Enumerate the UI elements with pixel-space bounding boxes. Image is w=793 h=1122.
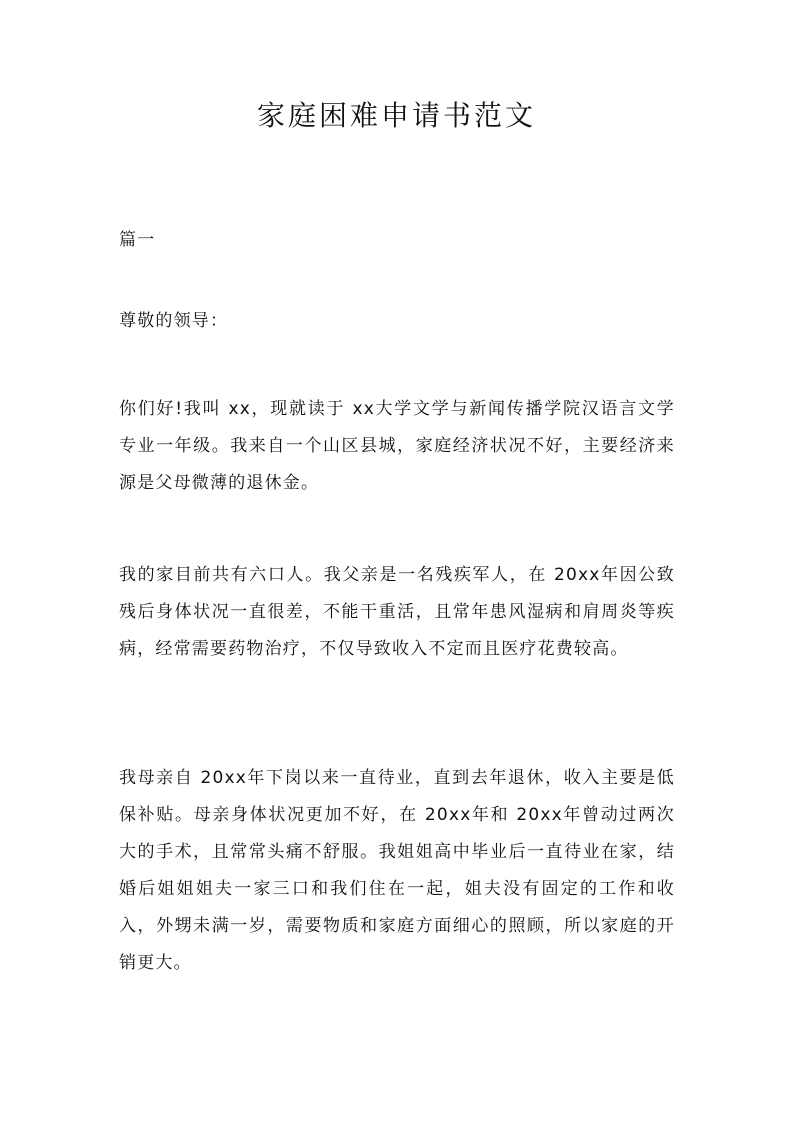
paragraph: 我母亲自 20xx年下岗以来一直待业，直到去年退休，收入主要是低保补贴。母亲身体状况更加不好，在 20xx年和 20xx年曾动过两次大的手术，且常常头痛不舒服。我姐姐高中毕业后一直待业在家，结婚后姐姐姐夫一家三口和我们住在一起，姐夫没有固定的工作和收入，外甥未满一岁，需要物质和家庭方面细心的照顾，所以家庭的开销更大。 (119, 768, 675, 973)
document-title: 家庭困难申请书范文 (256, 99, 536, 132)
paragraph: 你们好!我叫 xx，现就读于 xx大学文学与新闻传播学院汉语言文学专业一年级。我来自一个山区县城，家庭经济状况不好，主要经济来源是父母微薄的退休金。 (119, 399, 675, 493)
salutation: 尊敬的领导： (119, 311, 229, 331)
paragraph: 我的家目前共有六口人。我父亲是一名残疾军人，在 20xx年因公致残后身体状况一直很差，不能干重活，且常年患风湿病和肩周炎等疾病，经常需要药物治疗，不仅导致收入不定而且医疗花费较高。 (119, 565, 675, 659)
section-label: 篇一 (119, 230, 156, 250)
